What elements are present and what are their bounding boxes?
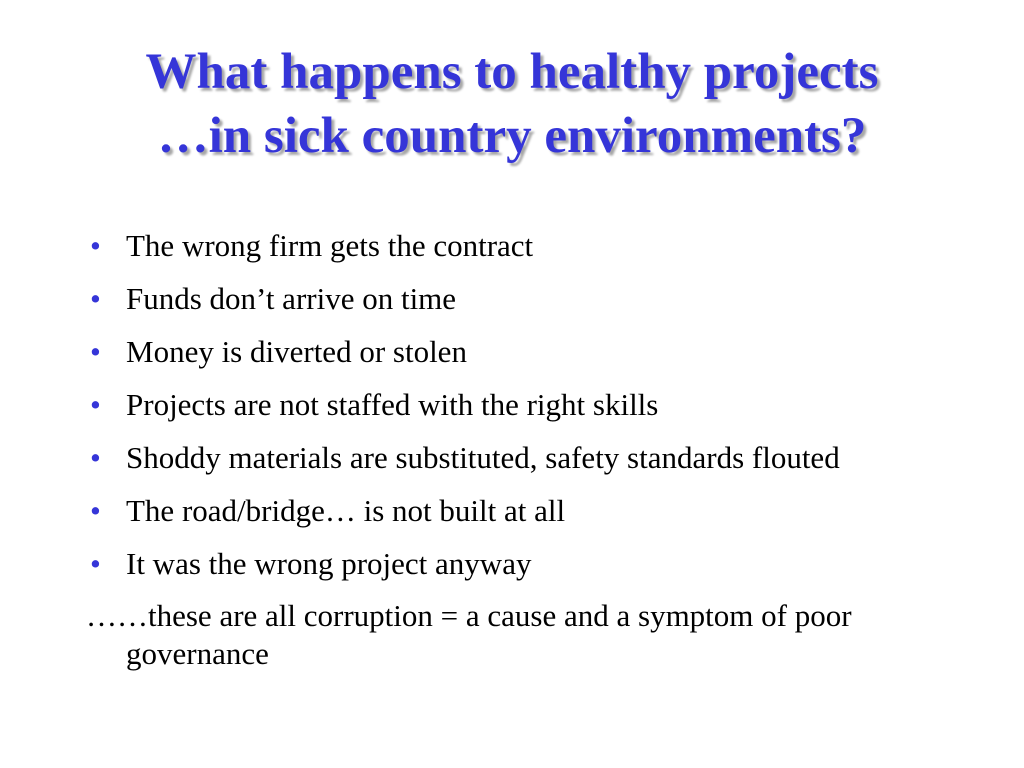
bullet-text: The wrong firm gets the contract: [126, 228, 534, 263]
bullet-text: The road/bridge… is not built at all: [126, 493, 566, 528]
bullet-item: [86, 492, 966, 530]
bullet-dot-icon: •: [90, 281, 101, 316]
bullet-text: Shoddy materials are substituted, safety standards flouted: [126, 440, 840, 475]
bullet-item: [86, 386, 966, 424]
bullet-dot-icon: •: [90, 546, 101, 581]
bullet-text: Money is diverted or stolen: [126, 334, 467, 369]
bullet-dot-icon: •: [90, 493, 101, 528]
bullet-dot-icon: •: [90, 228, 101, 263]
slide-title: [0, 40, 1024, 168]
bullet-item: [86, 545, 966, 583]
bullet-text: Funds don’t arrive on time: [126, 281, 457, 316]
slide-title-line-1: What happens to healthy projects: [145, 44, 879, 100]
bullet-dot-icon: •: [90, 334, 101, 369]
slide-title-line-2: …in sick country environments?: [157, 108, 867, 164]
bullet-item: [86, 439, 966, 477]
bullet-dot-icon: •: [90, 440, 101, 475]
bullet-item: [86, 333, 966, 371]
bullet-list: [86, 227, 966, 583]
bullet-item: [86, 227, 966, 265]
bullet-text: Projects are not staffed with the right skills: [126, 387, 659, 422]
bullet-item: [86, 280, 966, 318]
bullet-text: It was the wrong project anyway: [126, 546, 532, 581]
closing-statement: ……these are all corruption = a cause and a symptom of poor governance: [86, 598, 852, 671]
bullet-dot-icon: •: [90, 387, 101, 422]
slide-body: [86, 227, 966, 673]
